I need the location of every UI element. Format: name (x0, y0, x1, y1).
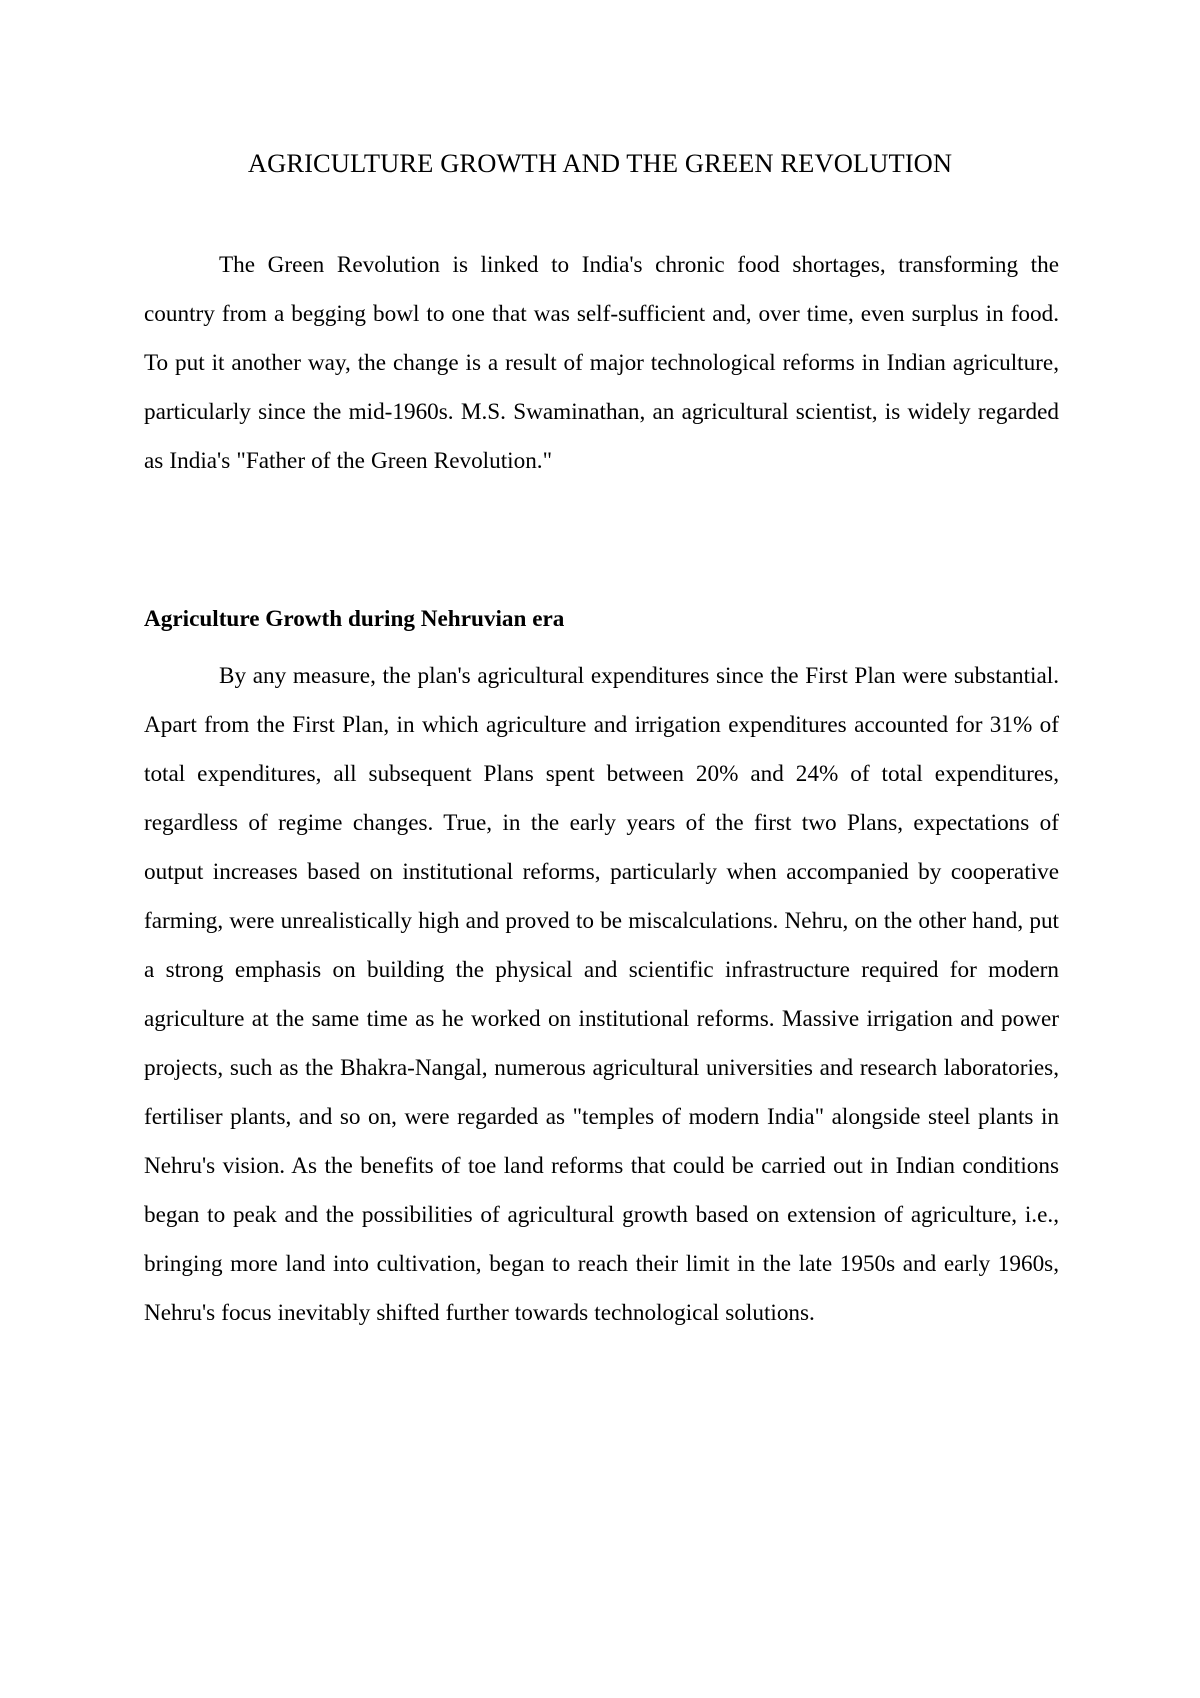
section-paragraph: By any measure, the plan's agricultural expenditures since the First Plan were substantial. Apart from the First Plan, in which agriculture and irrigation expenditures accounted for 31% of total expenditures, all subsequent Plans spent between 20% and 24% of total expenditures, regardless of regime changes. True, in the early years of the first two Plans, expectations of output increases based on institutional reforms, particularly when accompanied by cooperative farming, were unrealistically high and proved to be miscalculations. Nehru, on the other hand, put a strong emphasis on building the physical and scientific infrastructure required for modern agriculture at the same time as he worked on institutional reforms. Massive irrigation and power projects, such as the Bhakra-Nangal, numerous agricultural universities and research laboratories, fertiliser plants, and so on, were regarded as "temples of modern India" alongside steel plants in Nehru's vision. As the benefits of toe land reforms that could be carried out in Indian conditions began to peak and the possibilities of agricultural growth based on extension of agriculture, i.e., bringing more land into cultivation, began to reach their limit in the late 1950s and early 1960s, Nehru's focus inevitably shifted further towards technological solutions. (144, 663, 1059, 1326)
section-heading: Agriculture Growth during Nehruvian era (144, 606, 565, 632)
page-title: AGRICULTURE GROWTH AND THE GREEN REVOLUTION (247, 148, 953, 178)
intro-paragraph: The Green Revolution is linked to India's chronic food shortages, transforming the country from a begging bowl to one that was self-sufficient and, over time, even surplus in food. To put it another way, the change is a result of major technological reforms in Indian agriculture, particularly since the mid-1960s. M.S. Swaminathan, an agricultural scientist, is widely regarded as India's "Father of the Green Revolution." (144, 252, 1059, 474)
